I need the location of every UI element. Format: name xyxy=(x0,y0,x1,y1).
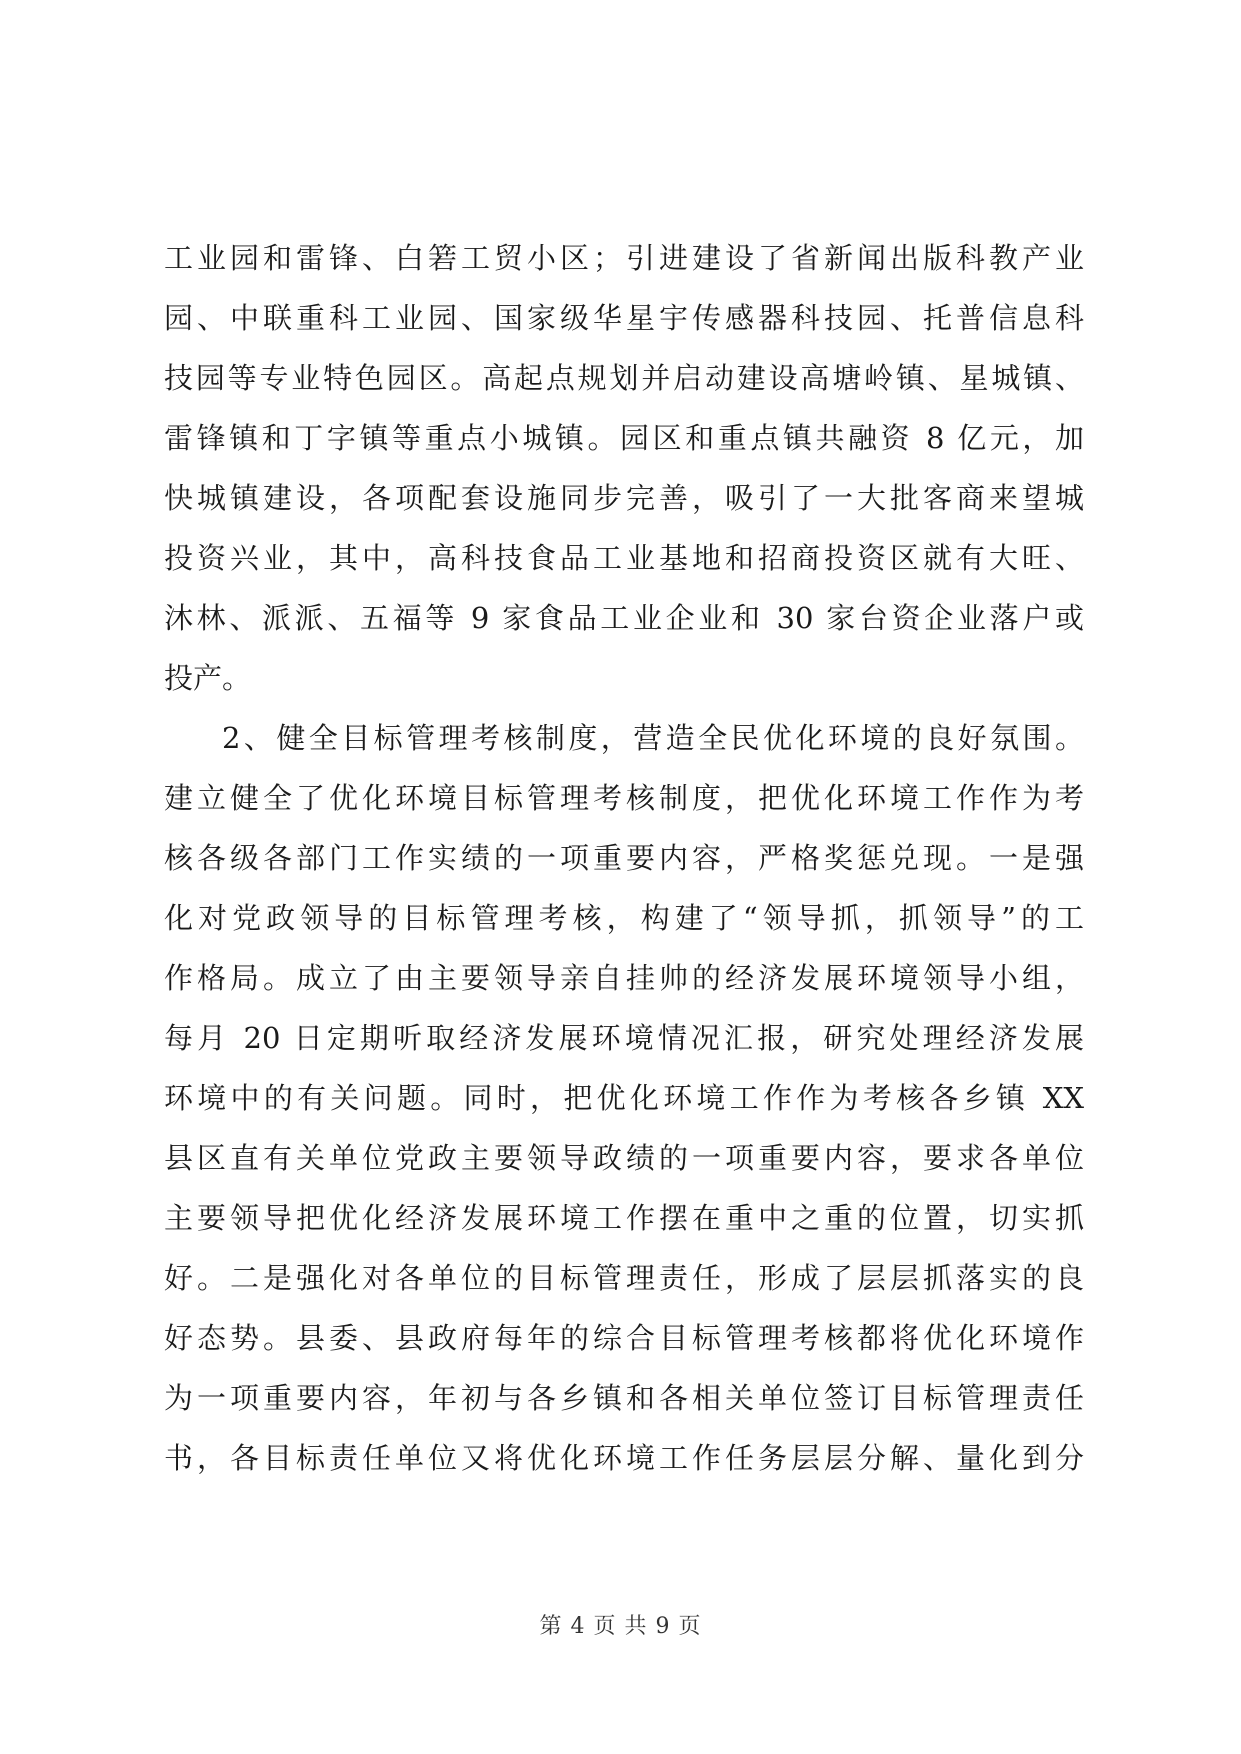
text-line: 2、健全目标管理考核制度，营造全民优化环境的良好氛围。 xyxy=(222,721,1084,755)
text-line: 为一项重要内容，年初与各乡镇和各相关单位签订目标管理责任 xyxy=(164,1381,1084,1415)
text-line: 好态势。县委、县政府每年的综合目标管理考核都将优化环境作 xyxy=(164,1321,1084,1355)
text-line: 技园等专业特色园区。高起点规划并启动建设高塘岭镇、星城镇、 xyxy=(164,361,1084,395)
text-line: 工业园和雷锋、白箬工贸小区；引进建设了省新闻出版科教产业 xyxy=(164,241,1084,275)
text-line: 主要领导把优化经济发展环境工作摆在重中之重的位置，切实抓 xyxy=(164,1201,1084,1235)
text-line: 每月 20 日定期听取经济发展环境情况汇报，研究处理经济发展 xyxy=(164,1021,1084,1055)
text-line: 环境中的有关问题。同时，把优化环境工作作为考核各乡镇 XX xyxy=(164,1081,1084,1115)
text-line: 书，各目标责任单位又将优化环境工作任务层层分解、量化到分 xyxy=(164,1441,1084,1475)
paragraph-2 xyxy=(164,708,1084,1488)
text-line: 核各级各部门工作实绩的一项重要内容，严格奖惩兑现。一是强 xyxy=(164,841,1084,875)
text-line: 投产。 xyxy=(164,661,252,695)
text-line: 建立健全了优化环境目标管理考核制度，把优化环境工作作为考 xyxy=(164,781,1084,815)
text-line: 好。二是强化对各单位的目标管理责任，形成了层层抓落实的良 xyxy=(164,1261,1084,1295)
text-line: 快城镇建设，各项配套设施同步完善，吸引了一大批客商来望城 xyxy=(164,481,1084,515)
page-number-footer: 第 4 页 共 9 页 xyxy=(539,1614,702,1639)
text-line: 园、中联重科工业园、国家级华星宇传感器科技园、托普信息科 xyxy=(164,301,1084,335)
text-line: 雷锋镇和丁字镇等重点小城镇。园区和重点镇共融资 8 亿元，加 xyxy=(164,421,1084,455)
text-line: 作格局。成立了由主要领导亲自挂帅的经济发展环境领导小组， xyxy=(164,961,1084,995)
text-line: 化对党政领导的目标管理考核，构建了“领导抓，抓领导”的工 xyxy=(164,901,1084,935)
text-line: 沐林、派派、五福等 9 家食品工业企业和 30 家台资企业落户或 xyxy=(164,601,1084,635)
text-line: 县区直有关单位党政主要领导政绩的一项重要内容，要求各单位 xyxy=(164,1141,1084,1175)
paragraph-1 xyxy=(164,228,1084,708)
document-body xyxy=(164,228,1084,1488)
text-line: 投资兴业，其中，高科技食品工业基地和招商投资区就有大旺、 xyxy=(164,541,1084,575)
